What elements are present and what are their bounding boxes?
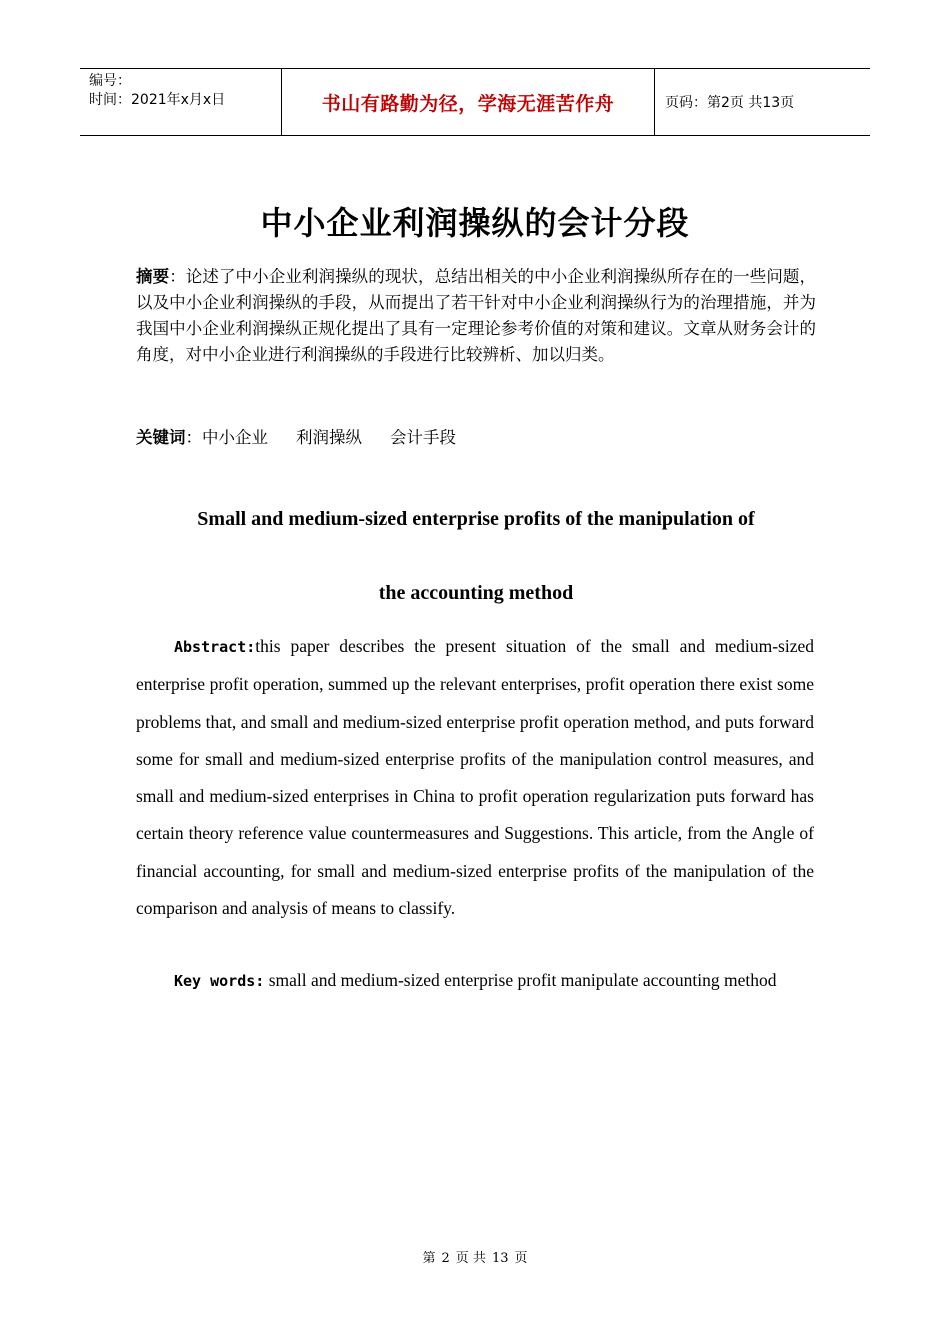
chinese-abstract xyxy=(136,264,816,368)
footer-middle: 页 共 xyxy=(455,1251,486,1266)
english-abstract-label: Abstract: xyxy=(174,638,256,656)
chinese-keywords-label: 关键词 xyxy=(136,428,186,447)
header-meta-cell xyxy=(80,69,281,135)
english-keywords-text: small and medium-sized enterprise profit manipulate accounting method xyxy=(268,970,777,990)
page-info: 页码：第2页 共13页 xyxy=(665,95,795,111)
keyword-item: 会计手段 xyxy=(390,428,456,447)
footer-suffix: 页 xyxy=(514,1251,528,1266)
motto-text: 书山有路勤为径，学海无涯苦作舟 xyxy=(321,92,615,115)
english-title-line-2: the accounting method xyxy=(378,582,574,604)
english-keywords xyxy=(136,962,814,1000)
footer-prefix: 第 xyxy=(422,1251,436,1266)
document-header xyxy=(80,68,870,136)
chinese-abstract-text: 论述了中小企业利润操纵的现状，总结出相关的中小企业利润操纵所存在的一些问题，以及中小企业利润操纵的手段，从而提出了若干针对中小企业利润操纵行为的治理措施，并为我国中小企业利润操纵正规化提出了具有一定理论参考价值的对策和建议。文章从财务会计的角度，对中小企业进行利润操纵的手段进行比较辨析、加以归类。 xyxy=(136,267,817,364)
english-keywords-label: Key words: xyxy=(174,972,265,990)
keyword-item: 中小企业 xyxy=(202,428,268,447)
footer-current-page: 2 xyxy=(441,1251,450,1266)
chinese-abstract-label: 摘要 xyxy=(136,267,170,286)
page-footer xyxy=(0,1247,950,1266)
time-label: 时间：2021年x月x日 xyxy=(89,92,226,108)
english-abstract-text: this paper describes the present situation of the small and medium-sized enterprise profit operation, summed up the relevant enterprises, profit operation there exist some problems that, and small and medium-sized enterprise profit operation method, and puts forward some for small and medium-sized enterprise profits of the manipulation control measures, and small and medium-sized enterprises in China to profit operation regularization puts forward has certain theory reference value countermeasures and Suggestions. This article, from the Angle of financial accounting, for small and medium-sized enterprise profits of the manipulation of the comparison and analysis of means to classify. xyxy=(136,636,814,919)
header-motto-cell xyxy=(281,69,655,135)
keyword-item: 利润操纵 xyxy=(296,428,362,447)
chinese-keywords xyxy=(136,425,816,451)
page-title: 中小企业利润操纵的会计分段 xyxy=(260,204,690,242)
english-title-line-1: Small and medium-sized enterprise profits of the manipulation of xyxy=(197,508,755,530)
footer-total-pages: 13 xyxy=(491,1251,509,1266)
chinese-abstract-colon: ： xyxy=(169,267,186,286)
header-page-cell xyxy=(655,69,870,135)
english-abstract xyxy=(136,628,814,927)
number-label: 编号： xyxy=(89,73,131,89)
chinese-keywords-colon: ： xyxy=(185,428,202,447)
